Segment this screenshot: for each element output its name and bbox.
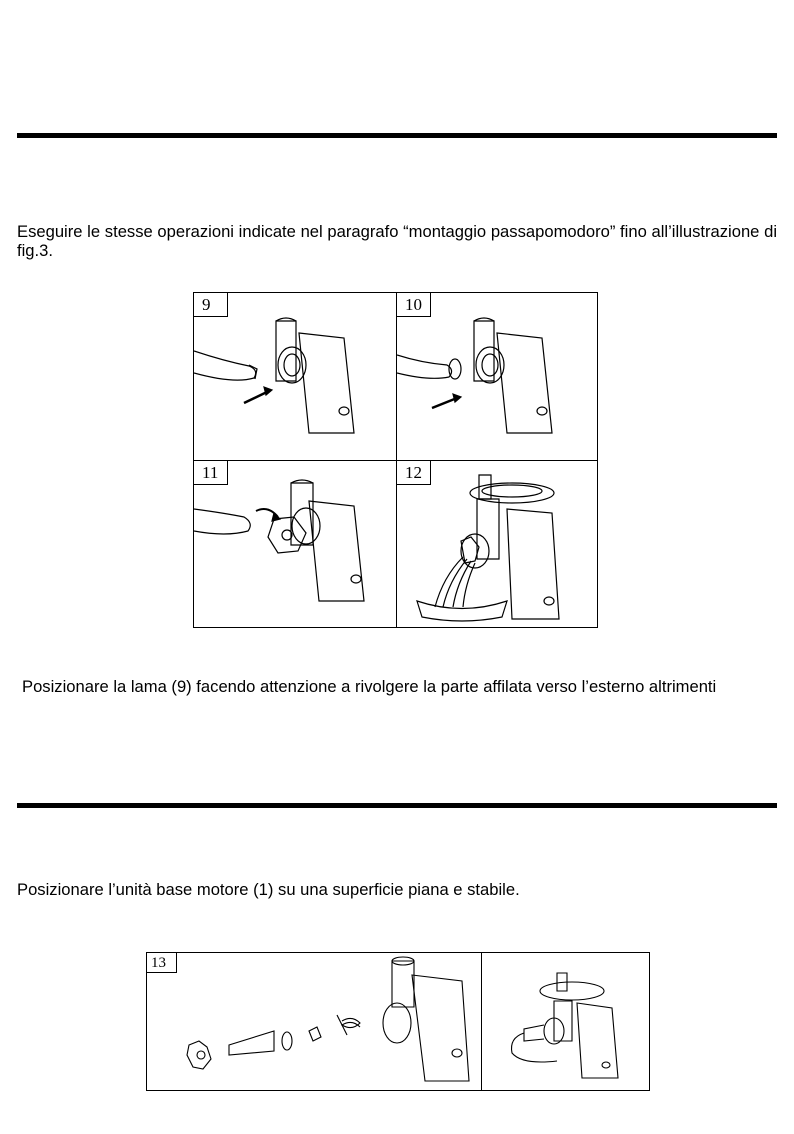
figure-9-illustration (194, 293, 396, 460)
figure-number: 11 (194, 461, 228, 485)
assembly-figures-grid (193, 292, 598, 628)
figure-number: 10 (397, 293, 431, 317)
section-divider-top (17, 133, 777, 138)
figure-13 (146, 952, 650, 1091)
figure-10-illustration (397, 293, 599, 460)
section1-intro-text: Eseguire le stesse operazioni indicate nel paragrafo “montaggio passapomodoro” fino all’illustrazione di fig.3. (17, 222, 777, 260)
section1-note-text: Posizionare la lama (9) facendo attenzione a rivolgere la parte affilata verso l’esterno altrimenti (22, 677, 717, 696)
figure-12 (397, 461, 599, 629)
section2-intro-text: Posizionare l’unità base motore (1) su una superficie piana e stabile. (17, 880, 520, 899)
figure-number: 12 (397, 461, 431, 485)
figure-number: 9 (194, 293, 228, 317)
figure-13-assembled-view (482, 953, 650, 1090)
section-divider-bottom (17, 803, 777, 808)
figure-13-exploded-view (147, 953, 481, 1090)
figure-10 (397, 293, 599, 460)
figure-11-illustration (194, 461, 396, 629)
figure-9 (194, 293, 396, 460)
figure-number: 13 (147, 953, 177, 973)
figure-11 (194, 461, 396, 629)
figure-12-illustration (397, 461, 599, 629)
